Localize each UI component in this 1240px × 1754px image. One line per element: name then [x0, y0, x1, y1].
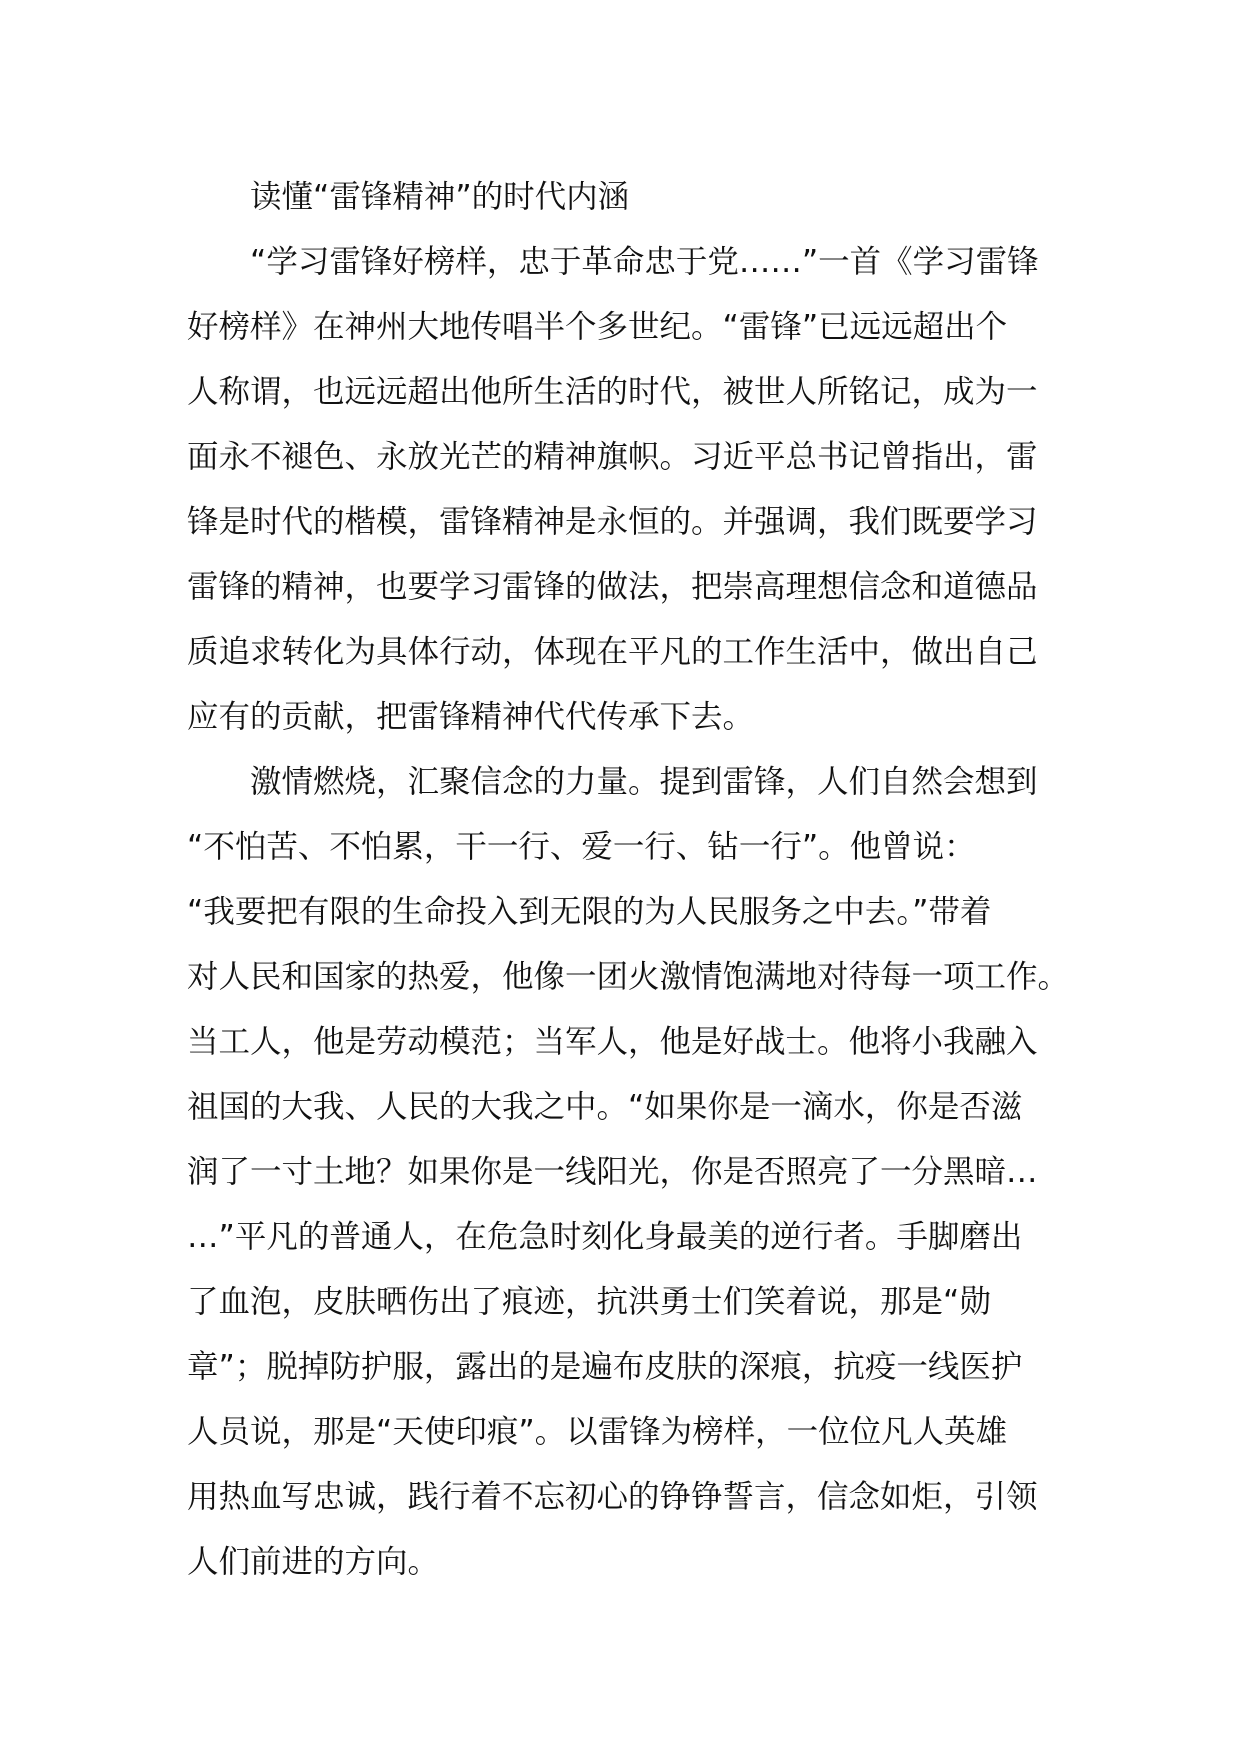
paragraph-line: “学习雷锋好榜样，忠于革命忠于党……”一首《学习雷锋 — [250, 244, 1039, 280]
paragraph-line: 人称谓，也远远超出他所生活的时代，被世人所铭记，成为一 — [187, 374, 1038, 410]
paragraph-line: “不怕苦、不怕累，干一行、爱一行、钻一行”。他曾说： — [187, 829, 976, 865]
paragraph-line: …”平凡的普通人，在危急时刻化身最美的逆行者。手脚磨出 — [187, 1219, 1023, 1255]
paragraph-line: 锋是时代的楷模，雷锋精神是永恒的。并强调，我们既要学习 — [187, 504, 1038, 540]
paragraph-2 — [187, 750, 1070, 1595]
paragraph-line: 好榜样》在神州大地传唱半个多世纪。“雷锋”已远远超出个 — [187, 309, 1008, 345]
paragraph-line: 应有的贡献，把雷锋精神代代传承下去。 — [187, 699, 755, 735]
document-title: 读懂“雷锋精神”的时代内涵 — [250, 179, 630, 215]
paragraph-line: 了血泡，皮肤晒伤出了痕迹，抗洪勇士们笑着说，那是“勋 — [187, 1284, 991, 1320]
paragraph-line: 润了一寸土地？如果你是一线阳光，你是否照亮了一分黑暗… — [187, 1154, 1038, 1190]
paragraph-line: 当工人，他是劳动模范；当军人，他是好战士。他将小我融入 — [187, 1024, 1038, 1060]
document-body — [187, 165, 1070, 1595]
paragraph-line: 人员说，那是“天使印痕”。以雷锋为榜样，一位位凡人英雄 — [187, 1414, 1008, 1450]
paragraph-line: 雷锋的精神，也要学习雷锋的做法，把崇高理想信念和道德品 — [187, 569, 1038, 605]
paragraph-line: 祖国的大我、人民的大我之中。“如果你是一滴水，你是否滋 — [187, 1089, 1023, 1125]
paragraph-line: 用热血写忠诚，践行着不忘初心的铮铮誓言，信念如炬，引领 — [187, 1479, 1038, 1515]
paragraph-line: 质追求转化为具体行动，体现在平凡的工作生活中，做出自己 — [187, 634, 1038, 670]
paragraph-line: 章”；脱掉防护服，露出的是遍布皮肤的深痕，抗疫一线医护 — [187, 1349, 1023, 1385]
paragraph-1 — [187, 230, 1053, 750]
paragraph-line: “我要把有限的生命投入到无限的为人民服务之中去。”带着 — [187, 894, 992, 930]
paragraph-line: 对人民和国家的热爱，他像一团火激情饱满地对待每一项工作。 — [187, 959, 1070, 995]
paragraph-line: 面永不褪色、永放光芒的精神旗帜。习近平总书记曾指出，雷 — [187, 439, 1038, 475]
paragraph-line: 人们前进的方向。 — [187, 1544, 440, 1580]
paragraph-line: 激情燃烧，汇聚信念的力量。提到雷锋，人们自然会想到 — [250, 764, 1038, 800]
